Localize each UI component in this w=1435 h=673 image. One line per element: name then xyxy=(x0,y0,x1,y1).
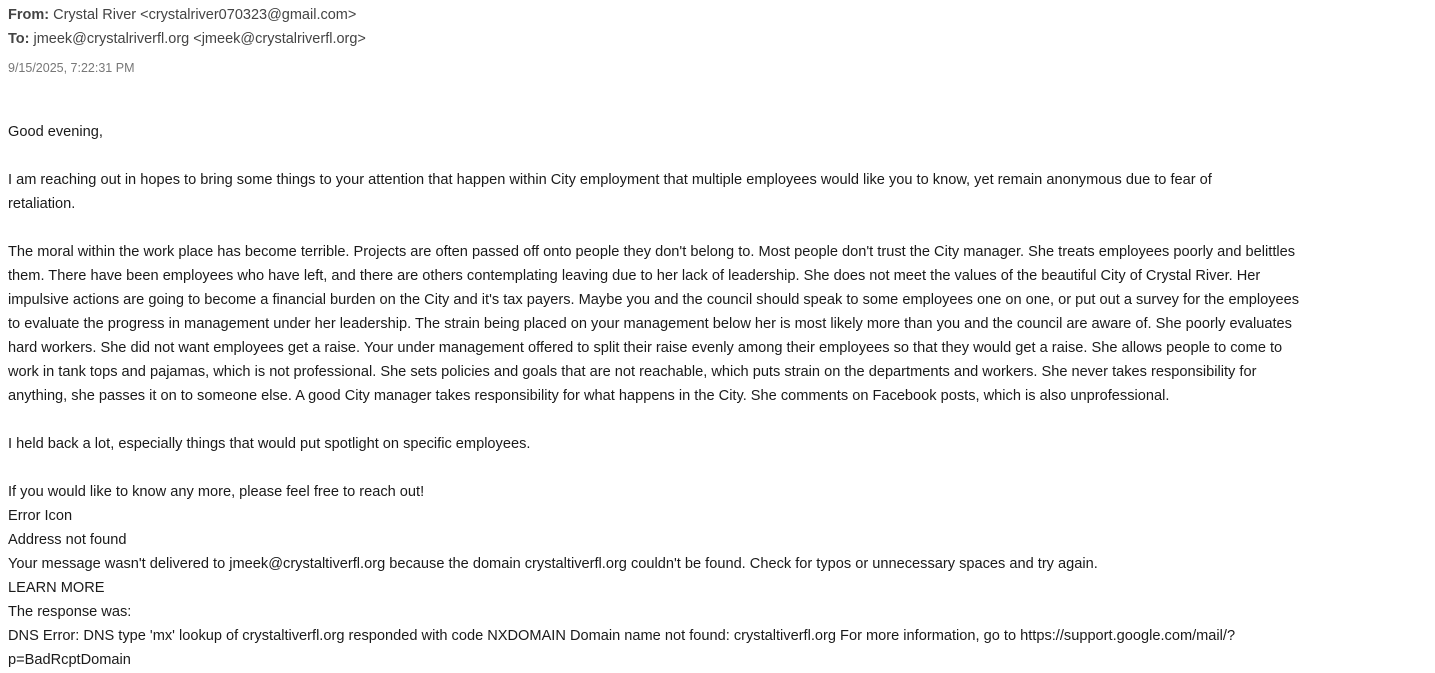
paragraph-line: work in tank tops and pajamas, which is not professional. She sets policies and goals that are not reachable, which puts strain on the departments and workers. She never takes responsibility for xyxy=(8,364,1257,380)
response-label: The response was: xyxy=(8,604,132,620)
to-line xyxy=(8,31,366,47)
paragraph-line: to evaluate the progress in management under her leadership. The strain being placed on your management below her is most likely more than you and the council are aware of. She poorly evaluates xyxy=(8,316,1292,332)
email-body xyxy=(8,120,1299,672)
paragraph-line: I held back a lot, especially things that would put spotlight on specific employees. xyxy=(8,436,531,452)
greeting: Good evening, xyxy=(8,124,103,140)
from-line xyxy=(8,7,356,23)
paragraph-line: hard workers. She did not want employees get a raise. Your under management offered to split their raise evenly among their employees so that they would get a raise. She allows people to come to xyxy=(8,340,1283,356)
from-label: From: xyxy=(8,7,50,23)
dns-error-line: DNS Error: DNS type 'mx' lookup of crystaltiverfl.org responded with code NXDOMAIN Domain name not found: crystaltiverfl.org For more information, go to https://support.google.com/mail/? xyxy=(8,628,1236,644)
from-value: Crystal River <crystalriver070323@gmail.com> xyxy=(53,7,357,23)
paragraph-line: The moral within the work place has become terrible. Projects are often passed off onto people they don't belong to. Most people don't trust the City manager. She treats employees poorly and belittles xyxy=(8,244,1296,260)
paragraph-line: them. There have been employees who have left, and there are others contemplating leaving due to her lack of leadership. She does not meet the values of the beautiful City of Crystal River. Her xyxy=(8,268,1261,284)
to-label: To: xyxy=(8,31,30,47)
paragraph-line: I am reaching out in hopes to bring some things to your attention that happen within City employment that multiple employees would like you to know, yet remain anonymous due to fear of xyxy=(8,172,1212,188)
error-title: Address not found xyxy=(8,532,127,548)
dns-error-line: p=BadRcptDomain xyxy=(8,652,131,668)
sent-date: 9/15/2025, 7:22:31 PM xyxy=(8,61,135,75)
error-message: Your message wasn't delivered to jmeek@crystaltiverfl.org because the domain crystaltiverfl.org couldn't be found. Check for typos or unnecessary spaces and try again. xyxy=(8,556,1098,572)
paragraph-line: retaliation. xyxy=(8,196,76,212)
learn-more-link[interactable]: LEARN MORE xyxy=(8,580,105,596)
error-icon-text: Error Icon xyxy=(8,508,73,524)
paragraph-line: If you would like to know any more, please feel free to reach out! xyxy=(8,484,425,500)
paragraph-line: anything, she passes it on to someone else. A good City manager takes responsibility for what happens in the City. She comments on Facebook posts, which is also unprofessional. xyxy=(8,388,1170,404)
to-value: jmeek@crystalriverfl.org <jmeek@crystalriverfl.org> xyxy=(33,31,366,47)
paragraph-line: impulsive actions are going to become a financial burden on the City and it's tax payers. Maybe you and the council should speak to some employees one on one, or put out a survey for the employees xyxy=(8,292,1300,308)
